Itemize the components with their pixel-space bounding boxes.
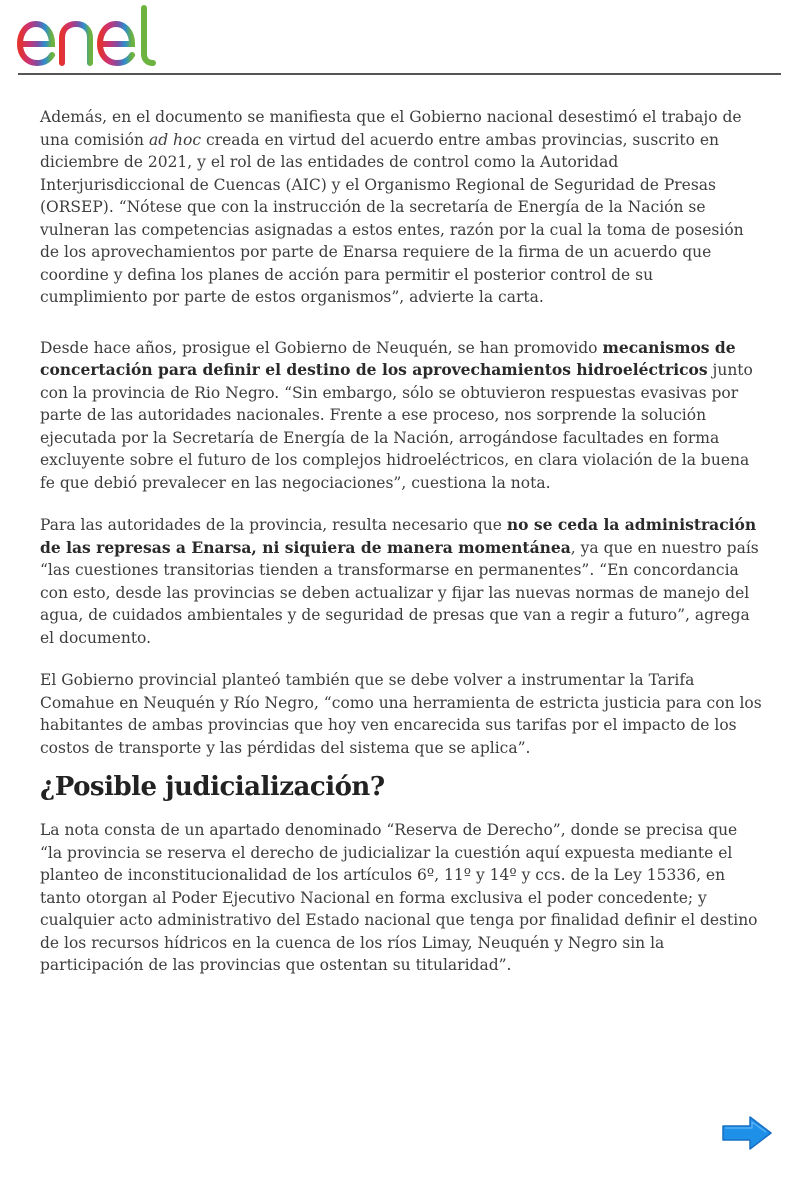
paragraph-text: Para las autoridades de la provincia, resulta necesario que: [40, 516, 507, 534]
paragraph-reserva-derecho: La nota consta de un apartado denominado “Reserva de Derecho”, donde se precisa que “la provincia se reserva el derecho de judicializar la cuestión aquí expuesta mediante el planteo de inconstitucionalidad de los artículos 6º, 11º y 14º y ccs. de la Ley 15336, en tanto otorgan al Poder Ejecutivo Nacional en forma exclusiva el poder concedente; y cualquier acto administrativo del Estado nacional que tenga por finalidad definir el destino de los recursos hídricos en la cuenca de los ríos Limay, Neuquén y Negro sin la participación de las provincias que ostentan su titularidad”.: [40, 821, 758, 974]
paragraph-text: creada en virtud del acuerdo entre ambas provincias, suscrito en diciembre de 2021, y el rol de las entidades de control como la Autoridad Interjurisdiccional de Cuencas (AIC) y el Organismo Regional de Seguridad de Presas (ORSEP). “Nótese que con la instrucción de la secretaría de Energía de la Nación se vulneran las competencias asignadas a estos entes, razón por la cual la toma de posesión de los aprovechamientos por parte de Enarsa requiere de la firma de un acuerdo que coordine y defina los planes de acción para permitir el posterior control de su cumplimiento por parte de estos organismos”, advierte la carta.: [40, 130, 744, 306]
header-divider: [18, 73, 781, 75]
page-header: [0, 0, 800, 76]
paragraph-mecanismos-concertacion: [40, 337, 762, 495]
italic-term: ad hoc: [148, 130, 202, 149]
arrow-right-icon[interactable]: [720, 1114, 774, 1152]
paragraph-tarifa-comahue: El Gobierno provincial planteó también que se debe volver a instrumentar la Tarifa Comahue en Neuquén y Río Negro, “como una herramienta de estricta justicia para con los habitantes de ambas provincias que hoy ven encarecida sus tarifas por el impacto de los costos de transporte y las pérdidas del sistema que se aplica”.: [40, 671, 762, 757]
bold-highlight: no se ceda la administración de las represas a Enarsa, ni siquiera de manera momentánea: [40, 515, 757, 557]
bold-highlight: mecanismos de concertación para definir el destino de los aprovechamientos hidroeléctricos: [40, 337, 736, 379]
paragraph-text: Desde hace años, prosigue el Gobierno de Neuquén, se han promovido: [40, 338, 603, 357]
paragraph-text: Además, en el documento se manifiesta que el Gobierno nacional desestimó el trabajo de una comisión: [40, 108, 742, 149]
paragraph-text: junto con la provincia de Rio Negro. “Sin embargo, sólo se obtuvieron respuestas evasivas por parte de las autoridades nacionales. Frente a ese proceso, nos sorprende la solución ejecutada por la Secretaría de Energía de la Nación, arrogándose facultades en forma excluyente sobre el futuro de los complejos hidroeléctricos, en clara violación de la buena fe que debió prevalecer en las negociaciones”, cuestiona la nota.: [40, 361, 753, 492]
paragraph-administracion-represas: [40, 514, 762, 649]
paragraph-comision-ad-hoc: [40, 106, 762, 309]
section-heading: ¿Posible judicialización?: [40, 772, 385, 802]
paragraph-text: , ya que en nuestro país “las cuestiones transitorias tienden a transformarse en permanentes”. “En concordancia con esto, desde las provincias se deben actualizar y fijar las nuevas normas de manejo del agua, de cuidados ambientales y de seguridad de presas que van a regir a futuro”, agrega el documento.: [40, 538, 759, 647]
enel-logo[interactable]: [16, 4, 182, 66]
article-body: [40, 106, 762, 977]
